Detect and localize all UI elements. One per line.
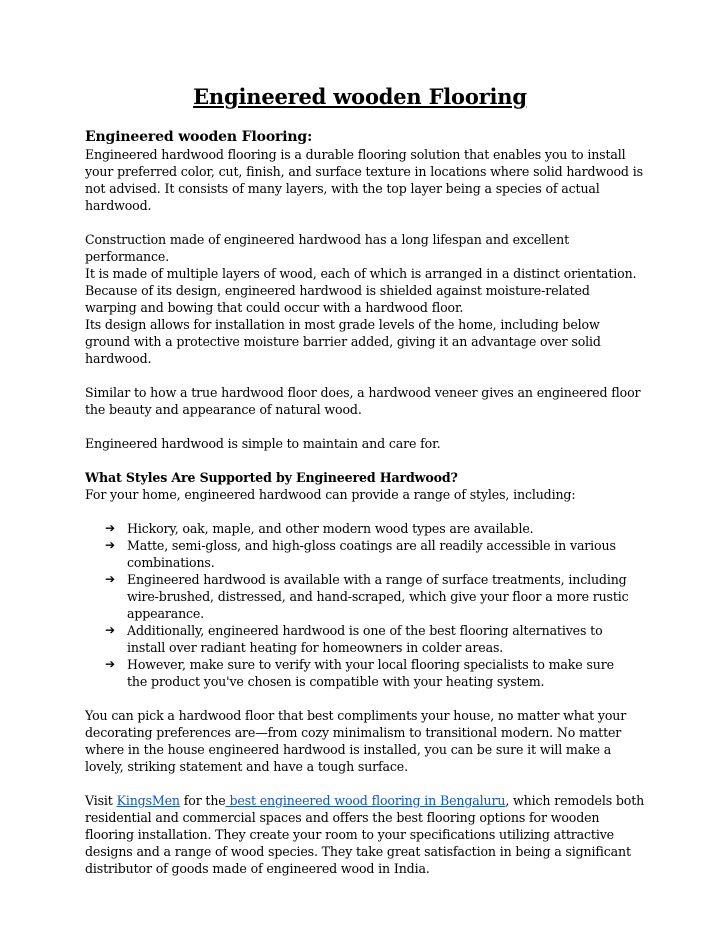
spacer [85, 690, 645, 707]
document-body [85, 128, 645, 877]
preferences-paragraph: You can pick a hardwood floor that best compliments your house, no matter what your decorating preferences are—from cozy minimalism to transitional modern. No matter where in the house engineered hardwood is installed, you can be sure it will make a lovely, striking statement and have a tough surface. [85, 708, 627, 774]
list-item [85, 656, 645, 690]
styles-list [85, 520, 645, 690]
arrow-right-icon: ➔ [105, 623, 115, 637]
styles-heading: What Styles Are Supported by Engineered Hardwood? [85, 470, 458, 485]
arrow-right-icon: ➔ [105, 538, 115, 552]
veneer-paragraph: Similar to how a true hardwood floor does, a hardwood veneer gives an engineered floor the beauty and appearance of natural wood. [85, 385, 641, 417]
spacer [85, 418, 645, 435]
list-item-text: Engineered hardwood is available with a range of surface treatments, including wire-brushed, distressed, and hand-scraped, which give your floor a more rustic appearance. [127, 572, 629, 621]
construction-line-2: It is made of multiple layers of wood, each of which is arranged in a distinct orientation. Because of its design, engineered hardwood is shielded against moisture-related warping and bowing that could occur with a hardwood floor. [85, 266, 637, 315]
spacer [85, 503, 645, 520]
closing-rest-text: , which remodels both residential and commercial spaces and offers the best flooring options for wooden flooring installation. They create your room to your specifications utilizing attractive designs and a range of wood species. They take great satisfaction in being a significant distributor of goods made of engineered wood in India. [85, 793, 645, 876]
arrow-right-icon: ➔ [105, 521, 115, 535]
spacer [85, 214, 645, 231]
spacer [85, 775, 645, 792]
intro-heading: Engineered wooden Flooring: [85, 129, 313, 145]
styles-intro: For your home, engineered hardwood can provide a range of styles, including: [85, 487, 576, 502]
spacer [85, 452, 645, 469]
list-item-text: Matte, semi-gloss, and high-gloss coatings are all readily accessible in various combinations. [127, 538, 616, 570]
list-item-text: Hickory, oak, maple, and other modern wood types are available. [127, 521, 534, 536]
list-item [85, 520, 645, 537]
list-item-text: However, make sure to verify with your local flooring specialists to make sure the product you've chosen is compatible with your heating system. [127, 657, 614, 689]
arrow-right-icon: ➔ [105, 572, 115, 586]
list-item-text: Additionally, engineered hardwood is one of the best flooring alternatives to install over radiant heating for homeowners in colder areas. [127, 623, 603, 655]
closing-paragraph [85, 792, 645, 877]
list-item [85, 622, 645, 656]
arrow-right-icon: ➔ [105, 657, 115, 671]
spacer [85, 367, 645, 384]
closing-for-text: for the [179, 793, 226, 808]
intro-paragraph: Engineered hardwood flooring is a durable flooring solution that enables you to install your preferred color, cut, finish, and surface texture in locations where solid hardwood is not advised. It consists of many layers, with the top layer being a species of actual hardwood. [85, 147, 643, 213]
kingsmen-link[interactable]: KingsMen [116, 793, 180, 808]
construction-line-1: Construction made of engineered hardwood has a long lifespan and excellent performance. [85, 232, 569, 264]
flooring-service-link[interactable]: best engineered wood flooring in Bengaluru [225, 793, 506, 808]
construction-line-3: Its design allows for installation in most grade levels of the home, including below ground with a protective moisture barrier added, giving it an advantage over solid hardwood. [85, 317, 601, 366]
list-item [85, 571, 645, 622]
page-title: Engineered wooden Flooring [193, 84, 527, 109]
maintenance-paragraph: Engineered hardwood is simple to maintain and care for. [85, 436, 441, 451]
list-item [85, 537, 645, 571]
closing-visit-text: Visit [85, 793, 117, 808]
